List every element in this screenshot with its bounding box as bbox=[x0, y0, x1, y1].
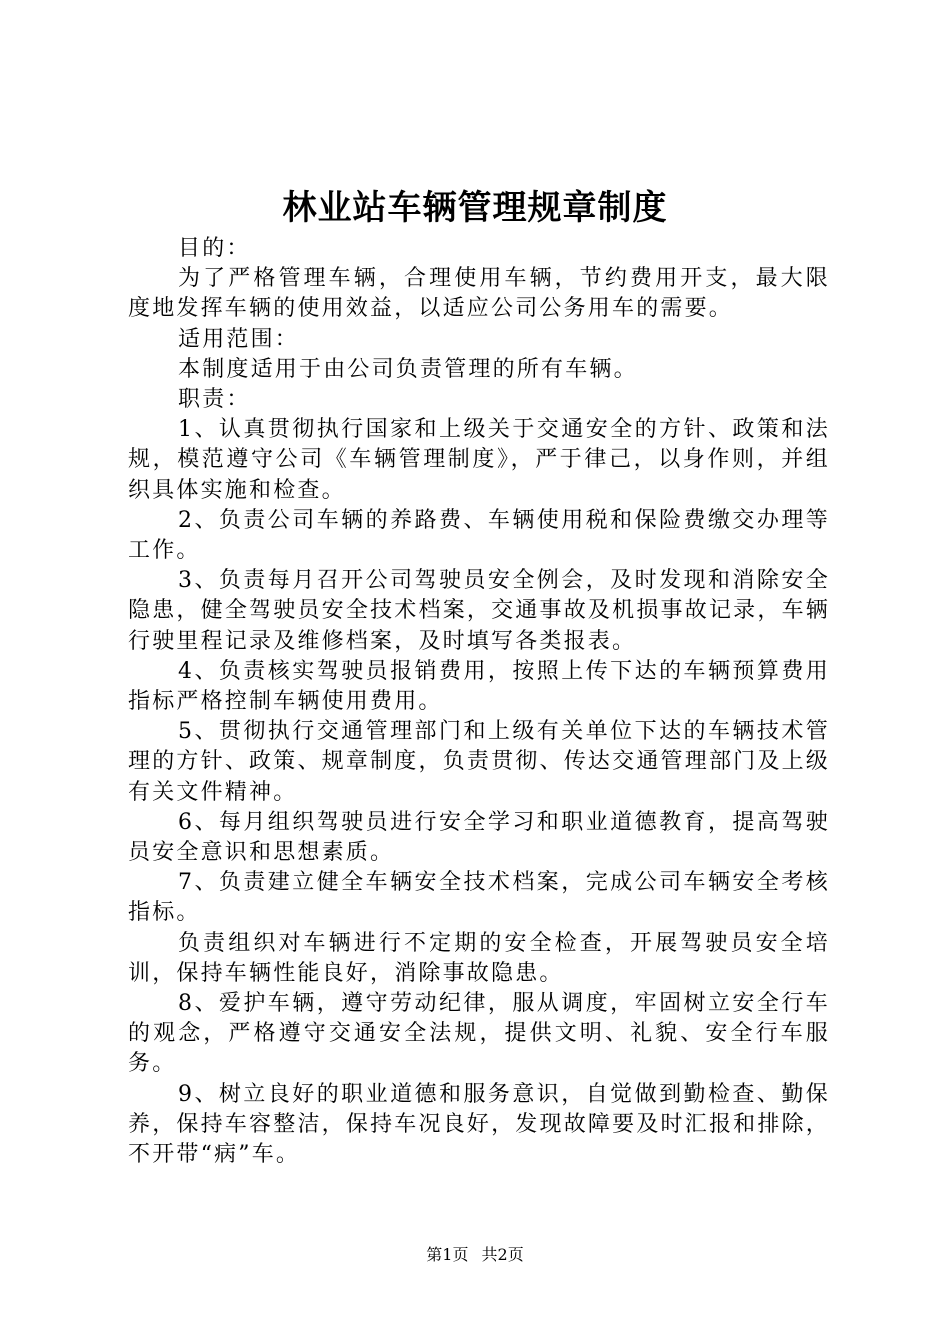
page-number: 第1页 bbox=[426, 1245, 469, 1264]
duty-item-4: 4、负责核实驾驶员报销费用，按照上传下达的车辆预算费用指标严格控制车辆使用费用。 bbox=[128, 658, 830, 715]
duty-item-8: 8、爱护车辆，遵守劳动纪律，服从调度，牢固树立安全行车的观念，严格遵守交通安全法规，提供文明、礼貌、安全行车服务。 bbox=[128, 991, 830, 1077]
duty-item-7: 7、负责建立健全车辆安全技术档案，完成公司车辆安全考核指标。 bbox=[128, 870, 830, 926]
duty-item-3: 3、负责每月召开公司驾驶员安全例会，及时发现和消除安全隐患，健全驾驶员安全技术档案，交通事故及机损事故记录，车辆行驶里程记录及维修档案，及时填写各类报表。 bbox=[128, 568, 830, 654]
duty-item-9: 9、树立良好的职业道德和服务意识，自觉做到勤检查、勤保养，保持车容整洁，保持车况良好，发现故障要及时汇报和排除，不开带“病”车。 bbox=[128, 1081, 830, 1168]
duty-item-5: 5、贯彻执行交通管理部门和上级有关单位下达的车辆技术管理的方针、政策、规章制度，负责贯彻、传达交通管理部门及上级有关文件精神。 bbox=[128, 719, 830, 805]
page-total: 共2页 bbox=[481, 1245, 524, 1264]
section-heading-scope: 适用范围： bbox=[178, 326, 300, 352]
paragraph-purpose: 为了严格管理车辆，合理使用车辆，节约费用开支，最大限度地发挥车辆的使用效益，以适应公司公务用车的需要。 bbox=[128, 266, 830, 322]
document-body bbox=[128, 234, 830, 1170]
duty-item-unnumbered: 负责组织对车辆进行不定期的安全检查，开展驾驶员安全培训，保持车辆性能良好，消除事故隐患。 bbox=[128, 930, 830, 986]
document-title: 林业站车辆管理规章制度 bbox=[282, 188, 668, 228]
duty-item-6: 6、每月组织驾驶员进行安全学习和职业道德教育，提高驾驶员安全意识和思想素质。 bbox=[128, 809, 830, 866]
section-heading-purpose: 目的： bbox=[178, 236, 251, 261]
paragraph-scope: 本制度适用于由公司负责管理的所有车辆。 bbox=[178, 356, 638, 382]
duty-item-2: 2、负责公司车辆的养路费、车辆使用税和保险费缴交办理等工作。 bbox=[128, 507, 830, 564]
duty-item-1: 1、认真贯彻执行国家和上级关于交通安全的方针、政策和法规，模范遵守公司《车辆管理制度》，严于律己，以身作则，并组织具体实施和检查。 bbox=[128, 417, 830, 503]
section-heading-duties: 职责： bbox=[178, 387, 251, 413]
page-footer bbox=[0, 1244, 950, 1266]
